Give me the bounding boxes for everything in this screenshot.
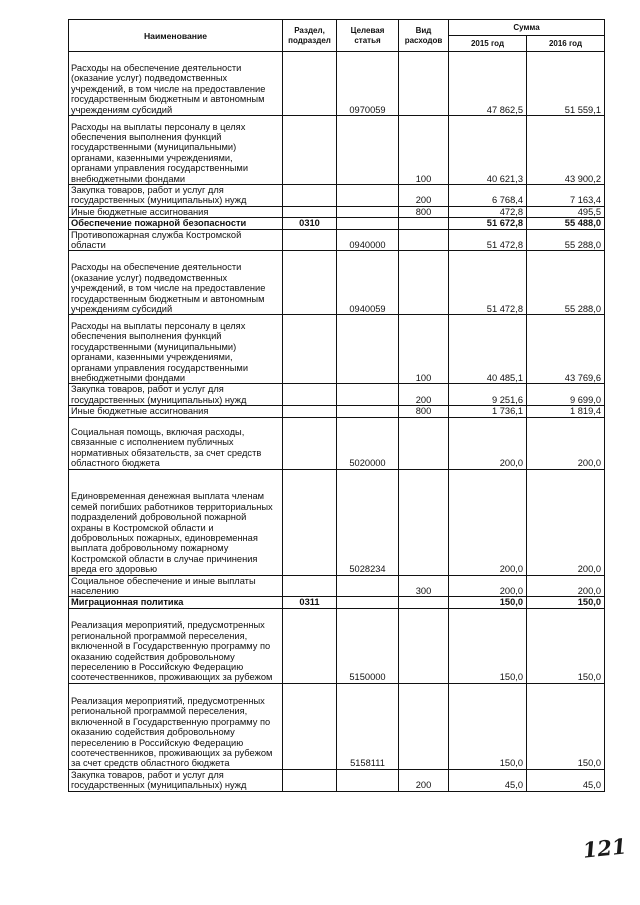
table-row bbox=[69, 206, 605, 217]
row-name: Реализация мероприятий, предусмотренных региональной программой переселения, включенной в Государственную программу по оказанию содействия добровольному переселению в Российскую Федерацию соотечественников, проживающих за рубежом за счет средств областного бюджета bbox=[69, 683, 283, 769]
row-expense-type: 300 bbox=[399, 575, 449, 597]
row-expense-type bbox=[399, 417, 449, 469]
row-section bbox=[283, 52, 337, 116]
row-expense-type bbox=[399, 469, 449, 575]
row-sum-2015: 472,8 bbox=[449, 206, 527, 217]
row-section bbox=[283, 575, 337, 597]
row-target bbox=[337, 315, 399, 384]
table-row bbox=[69, 384, 605, 406]
row-name: Единовременная денежная выплата членам семей погибших работников территориальных подразделений добровольной пожарной охраны в Костромской области и добровольных пожарных, единовременная выплата добровольному пожарному Костромской области в случае причинения вреда его здоровью bbox=[69, 469, 283, 575]
row-name: Миграционная политика bbox=[69, 597, 283, 608]
table-row bbox=[69, 315, 605, 384]
table-row bbox=[69, 251, 605, 315]
row-expense-type: 800 bbox=[399, 206, 449, 217]
row-section bbox=[283, 251, 337, 315]
row-target: 5150000 bbox=[337, 608, 399, 683]
table-header bbox=[69, 20, 605, 52]
row-sum-2016: 1 819,4 bbox=[527, 406, 605, 417]
row-name: Расходы на обеспечение деятельности (оказание услуг) подведомственных учреждений, в том числе на предоставление государственным бюджетным и автономным учреждениям субсидий bbox=[69, 251, 283, 315]
row-name: Противопожарная служба Костромской области bbox=[69, 229, 283, 251]
row-name: Иные бюджетные ассигнования bbox=[69, 206, 283, 217]
row-target: 5028234 bbox=[337, 469, 399, 575]
row-target: 5158111 bbox=[337, 683, 399, 769]
table-row bbox=[69, 52, 605, 116]
row-target bbox=[337, 218, 399, 229]
row-sum-2015: 9 251,6 bbox=[449, 384, 527, 406]
row-sum-2016: 55 288,0 bbox=[527, 251, 605, 315]
row-expense-type bbox=[399, 608, 449, 683]
row-sum-2016: 150,0 bbox=[527, 608, 605, 683]
row-target bbox=[337, 597, 399, 608]
row-target bbox=[337, 769, 399, 791]
row-sum-2015: 40 621,3 bbox=[449, 116, 527, 185]
row-sum-2016: 55 488,0 bbox=[527, 218, 605, 229]
row-name: Расходы на выплаты персоналу в целях обеспечения выполнения функций государственными (муниципальными) органами, казенными учреждениями, органами управления государственными внебюджетными фондами bbox=[69, 315, 283, 384]
row-sum-2015: 150,0 bbox=[449, 608, 527, 683]
header-year-2015: 2015 год bbox=[449, 36, 527, 52]
row-sum-2016: 150,0 bbox=[527, 683, 605, 769]
table-body bbox=[69, 52, 605, 792]
row-sum-2016: 43 900,2 bbox=[527, 116, 605, 185]
table-row bbox=[69, 683, 605, 769]
row-section bbox=[283, 769, 337, 791]
row-section bbox=[283, 608, 337, 683]
table-row bbox=[69, 469, 605, 575]
table-row bbox=[69, 769, 605, 791]
table-row bbox=[69, 417, 605, 469]
row-name: Иные бюджетные ассигнования bbox=[69, 406, 283, 417]
row-expense-type bbox=[399, 218, 449, 229]
table-row bbox=[69, 597, 605, 608]
row-target: 0940059 bbox=[337, 251, 399, 315]
row-target bbox=[337, 575, 399, 597]
row-sum-2015: 51 472,8 bbox=[449, 229, 527, 251]
row-sum-2016: 495,5 bbox=[527, 206, 605, 217]
row-sum-2016: 55 288,0 bbox=[527, 229, 605, 251]
row-section bbox=[283, 469, 337, 575]
row-sum-2015: 47 862,5 bbox=[449, 52, 527, 116]
table-row bbox=[69, 575, 605, 597]
row-name: Обеспечение пожарной безопасности bbox=[69, 218, 283, 229]
row-section: 0311 bbox=[283, 597, 337, 608]
table-row bbox=[69, 406, 605, 417]
row-section: 0310 bbox=[283, 218, 337, 229]
row-expense-type bbox=[399, 597, 449, 608]
header-section: Раздел, подраздел bbox=[283, 20, 337, 52]
row-section bbox=[283, 229, 337, 251]
row-sum-2015: 6 768,4 bbox=[449, 185, 527, 207]
table-row bbox=[69, 218, 605, 229]
row-expense-type: 200 bbox=[399, 769, 449, 791]
row-sum-2016: 9 699,0 bbox=[527, 384, 605, 406]
row-expense-type: 800 bbox=[399, 406, 449, 417]
row-sum-2015: 150,0 bbox=[449, 683, 527, 769]
row-expense-type bbox=[399, 683, 449, 769]
row-name: Закупка товаров, работ и услуг для государственных (муниципальных) нужд bbox=[69, 185, 283, 207]
row-section bbox=[283, 384, 337, 406]
header-target: Целевая статья bbox=[337, 20, 399, 52]
row-expense-type bbox=[399, 251, 449, 315]
row-target: 0970059 bbox=[337, 52, 399, 116]
row-name: Закупка товаров, работ и услуг для государственных (муниципальных) нужд bbox=[69, 384, 283, 406]
row-sum-2016: 43 769,6 bbox=[527, 315, 605, 384]
row-name: Социальная помощь, включая расходы, связанные с исполнением публичных нормативных обязательств, за счет средств областного бюджета bbox=[69, 417, 283, 469]
row-expense-type: 200 bbox=[399, 185, 449, 207]
row-sum-2015: 51 472,8 bbox=[449, 251, 527, 315]
table-row bbox=[69, 116, 605, 185]
row-sum-2015: 1 736,1 bbox=[449, 406, 527, 417]
row-section bbox=[283, 683, 337, 769]
row-expense-type: 100 bbox=[399, 315, 449, 384]
row-section bbox=[283, 315, 337, 384]
row-sum-2015: 200,0 bbox=[449, 469, 527, 575]
row-target bbox=[337, 406, 399, 417]
row-sum-2015: 200,0 bbox=[449, 575, 527, 597]
row-sum-2016: 150,0 bbox=[527, 597, 605, 608]
row-sum-2016: 200,0 bbox=[527, 469, 605, 575]
row-target bbox=[337, 116, 399, 185]
row-expense-type: 100 bbox=[399, 116, 449, 185]
row-sum-2015: 150,0 bbox=[449, 597, 527, 608]
table-row bbox=[69, 185, 605, 207]
row-sum-2015: 200,0 bbox=[449, 417, 527, 469]
row-target: 5020000 bbox=[337, 417, 399, 469]
row-sum-2016: 200,0 bbox=[527, 417, 605, 469]
row-sum-2016: 7 163,4 bbox=[527, 185, 605, 207]
row-section bbox=[283, 185, 337, 207]
row-sum-2016: 51 559,1 bbox=[527, 52, 605, 116]
row-target bbox=[337, 384, 399, 406]
row-name: Расходы на выплаты персоналу в целях обеспечения выполнения функций государственными (муниципальными) органами, казенными учреждениями, органами управления государственными внебюджетными фондами bbox=[69, 116, 283, 185]
row-sum-2015: 45,0 bbox=[449, 769, 527, 791]
row-sum-2016: 45,0 bbox=[527, 769, 605, 791]
table-row bbox=[69, 608, 605, 683]
row-expense-type bbox=[399, 229, 449, 251]
row-name: Расходы на обеспечение деятельности (оказание услуг) подведомственных учреждений, в том числе на предоставление государственным бюджетным и автономным учреждениям субсидий bbox=[69, 52, 283, 116]
row-target bbox=[337, 206, 399, 217]
row-section bbox=[283, 417, 337, 469]
row-name: Закупка товаров, работ и услуг для государственных (муниципальных) нужд bbox=[69, 769, 283, 791]
row-section bbox=[283, 116, 337, 185]
header-sum: Сумма bbox=[449, 20, 605, 36]
row-expense-type: 200 bbox=[399, 384, 449, 406]
row-name: Социальное обеспечение и иные выплаты населению bbox=[69, 575, 283, 597]
row-expense-type bbox=[399, 52, 449, 116]
header-year-2016: 2016 год bbox=[527, 36, 605, 52]
row-sum-2016: 200,0 bbox=[527, 575, 605, 597]
row-name: Реализация мероприятий, предусмотренных региональной программой переселения, включенной в Государственную программу по оказанию содействия добровольному переселению в Российскую Федерацию соотечественников, проживающих за рубежом bbox=[69, 608, 283, 683]
row-section bbox=[283, 406, 337, 417]
header-name: Наименование bbox=[69, 20, 283, 52]
row-target bbox=[337, 185, 399, 207]
page-number: 121 bbox=[581, 833, 628, 863]
row-sum-2015: 40 485,1 bbox=[449, 315, 527, 384]
row-section bbox=[283, 206, 337, 217]
row-sum-2015: 51 672,8 bbox=[449, 218, 527, 229]
header-expense-type: Вид расходов bbox=[399, 20, 449, 52]
row-target: 0940000 bbox=[337, 229, 399, 251]
table-row bbox=[69, 229, 605, 251]
budget-table bbox=[68, 19, 605, 792]
